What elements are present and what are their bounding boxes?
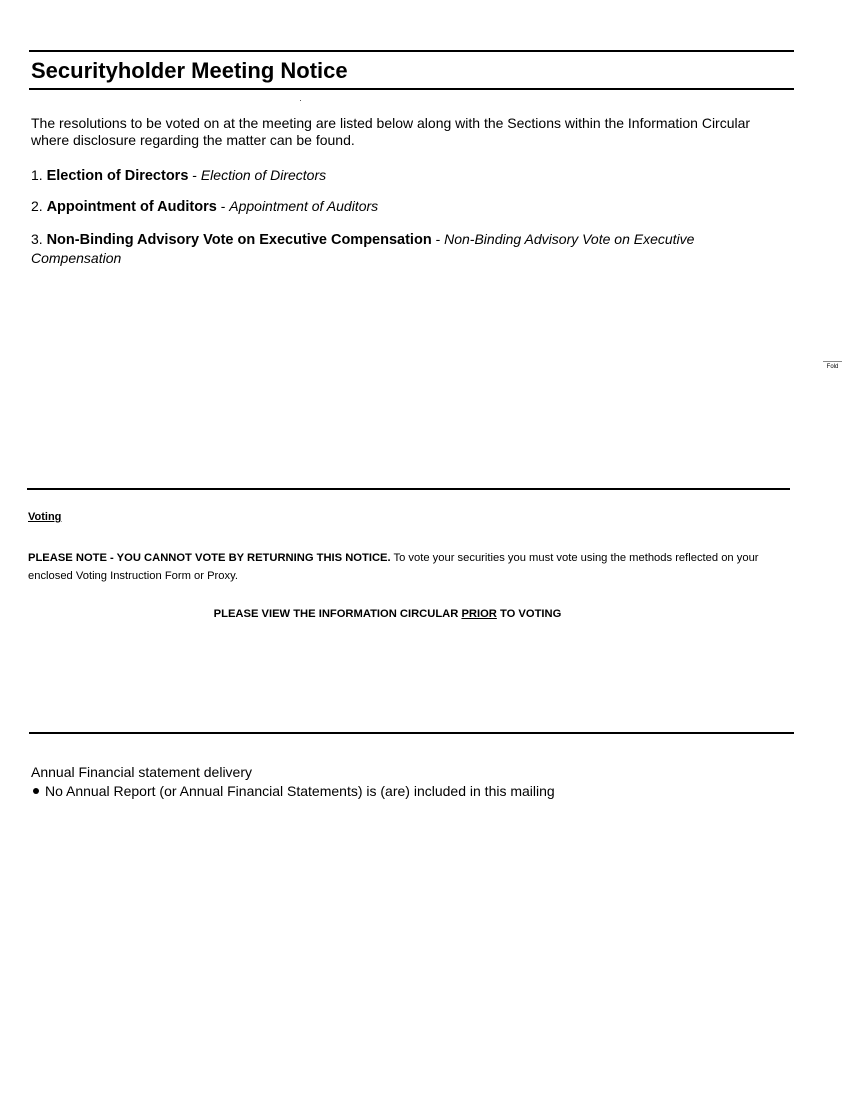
resolution-title: Non-Binding Advisory Vote on Executive Compensation [46,232,432,248]
view-circular-line [0,608,775,620]
annual-heading: Annual Financial statement delivery [31,764,253,780]
stray-dot [300,100,301,101]
bullet-icon [33,788,39,794]
resolution-section: Election of Directors [200,167,327,183]
resolution-separator: - [192,167,197,183]
fold-marker: Fold [823,361,842,371]
voting-rule [27,488,790,490]
voting-notice-text: To vote your securities you must vote using the methods reflected on your enclosed Voting Instruction Form or Proxy. [28,552,759,582]
top-rule [29,50,794,52]
page-title: Securityholder Meeting Notice [31,58,348,83]
view-suffix: TO VOTING [499,608,562,620]
intro-paragraph: The resolutions to be voted on at the meeting are listed below along with the Sections within the Information Circular where disclosure regarding the matter can be found. [31,115,751,148]
resolution-number: 3. [31,231,43,247]
resolution-separator: - [435,231,441,247]
annual-item-text: No Annual Report (or Annual Financial Statements) is (are) included in this mailing [45,783,555,799]
resolution-item [31,197,771,216]
resolution-number: 2. [31,198,43,214]
resolution-item [31,230,771,267]
resolution-title: Appointment of Auditors [46,199,217,215]
resolution-number: 1. [31,167,43,183]
voting-notice [28,549,768,585]
annual-list-item [31,783,555,799]
resolution-section: Non-Binding Advisory Vote on Executive Compensation [31,231,695,266]
voting-notice-bold: PLEASE NOTE - YOU CANNOT VOTE BY RETURNING THIS NOTICE. [28,552,391,564]
resolution-section: Appointment of Auditors [229,198,379,214]
view-prefix: PLEASE VIEW THE INFORMATION CIRCULAR [213,608,459,620]
voting-heading: Voting [28,511,62,523]
view-emphasis: PRIOR [461,608,497,620]
title-underline [29,88,794,90]
resolution-title: Election of Directors [46,168,189,184]
resolution-separator: - [220,198,226,214]
annual-rule [29,732,794,734]
resolution-item [31,166,771,185]
